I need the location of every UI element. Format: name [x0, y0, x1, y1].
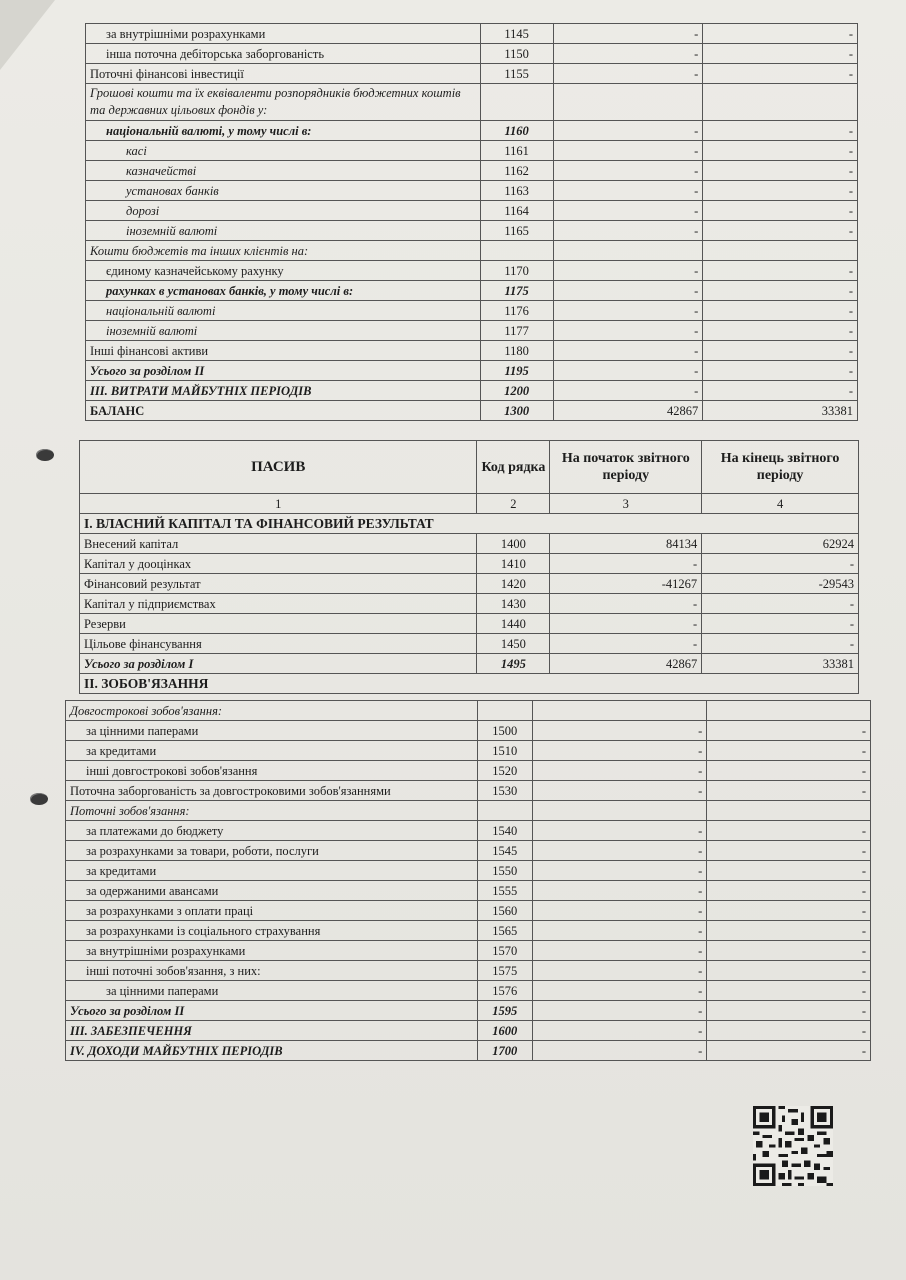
row-code: 1176	[480, 301, 553, 321]
row-code: 1165	[480, 221, 553, 241]
row-end-value: -	[702, 614, 859, 634]
table-row	[86, 301, 858, 321]
row-code: 1700	[477, 1041, 532, 1061]
column-number: 1	[80, 494, 477, 514]
row-code: 1500	[477, 721, 532, 741]
table-row	[86, 44, 858, 64]
row-end-value: -	[703, 281, 858, 301]
assets-table-body	[86, 24, 858, 421]
row-start-value: -	[553, 201, 703, 221]
section1-body	[80, 534, 859, 674]
table-row	[86, 84, 858, 121]
table-row	[80, 534, 859, 554]
row-label: установах банків	[86, 181, 481, 201]
row-label: III. ЗАБЕЗПЕЧЕННЯ	[66, 1021, 478, 1041]
row-start-value: -	[553, 361, 703, 381]
row-code: 1495	[477, 654, 550, 674]
row-end-value: -	[707, 1021, 871, 1041]
row-code: 1530	[477, 781, 532, 801]
row-label: іноземній валюті	[86, 321, 481, 341]
table-row	[86, 241, 858, 261]
row-label: Резерви	[80, 614, 477, 634]
row-end-value: -	[707, 721, 871, 741]
row-code: 1450	[477, 634, 550, 654]
row-end-value: -	[707, 881, 871, 901]
row-start-value: -	[553, 301, 703, 321]
passive-table	[79, 440, 859, 694]
row-end-value: -	[703, 321, 858, 341]
row-label: за розрахунками з оплати праці	[66, 901, 478, 921]
table-row	[86, 281, 858, 301]
header-end: На кінець звітного періоду	[702, 441, 859, 494]
table-row	[66, 761, 871, 781]
table-row	[86, 121, 858, 141]
row-start-value	[553, 84, 703, 121]
row-label: III. ВИТРАТИ МАЙБУТНІХ ПЕРІОДІВ	[86, 381, 481, 401]
row-label: за цінними паперами	[66, 981, 478, 1001]
row-label: єдиному казначейському рахунку	[86, 261, 481, 281]
row-start-value: -	[553, 121, 703, 141]
row-start-value: -	[532, 1001, 707, 1021]
row-label: касі	[86, 141, 481, 161]
row-label: казначействі	[86, 161, 481, 181]
header-start: На початок звітного періоду	[550, 441, 702, 494]
row-start-value: -41267	[550, 574, 702, 594]
row-start-value	[532, 801, 707, 821]
row-start-value: -	[553, 141, 703, 161]
table-row	[86, 141, 858, 161]
row-label: рахунках в установах банків, у тому числі в:	[86, 281, 481, 301]
table-row	[66, 821, 871, 841]
row-end-value: -	[707, 901, 871, 921]
column-number: 4	[702, 494, 859, 514]
table-row	[86, 361, 858, 381]
table-row	[80, 634, 859, 654]
row-start-value: -	[550, 634, 702, 654]
row-label: національній валюті, у тому числі в:	[86, 121, 481, 141]
table-row	[66, 1001, 871, 1021]
row-start-value: -	[532, 721, 707, 741]
table-row	[80, 614, 859, 634]
row-start-value	[553, 241, 703, 261]
row-code: 1576	[477, 981, 532, 1001]
row-end-value: -	[703, 201, 858, 221]
table-row	[66, 841, 871, 861]
row-start-value: -	[553, 221, 703, 241]
row-start-value: -	[553, 64, 703, 84]
row-start-value: -	[532, 821, 707, 841]
row-label: БАЛАНС	[86, 401, 481, 421]
row-end-value: 62924	[702, 534, 859, 554]
row-code: 1175	[480, 281, 553, 301]
punch-hole-icon	[36, 449, 54, 461]
row-code: 1180	[480, 341, 553, 361]
row-code: 1600	[477, 1021, 532, 1041]
row-start-value: -	[532, 981, 707, 1001]
row-label: дорозі	[86, 201, 481, 221]
row-code: 1200	[480, 381, 553, 401]
table-row	[66, 701, 871, 721]
row-end-value: -	[703, 141, 858, 161]
row-label: за цінними паперами	[66, 721, 478, 741]
column-number-row	[80, 494, 859, 514]
row-label: інші поточні зобов'язання, з них:	[66, 961, 478, 981]
row-code: 1430	[477, 594, 550, 614]
row-label: Цільове фінансування	[80, 634, 477, 654]
table-row	[66, 1041, 871, 1061]
table-row	[86, 401, 858, 421]
table-row	[66, 901, 871, 921]
row-code: 1161	[480, 141, 553, 161]
table-row	[86, 24, 858, 44]
row-label: Поточні фінансові інвестиції	[86, 64, 481, 84]
column-number: 3	[550, 494, 702, 514]
row-start-value: -	[550, 554, 702, 574]
row-label: IV. ДОХОДИ МАЙБУТНІХ ПЕРІОДІВ	[66, 1041, 478, 1061]
table-row	[86, 201, 858, 221]
table-row	[86, 161, 858, 181]
table-row	[86, 341, 858, 361]
table-row	[80, 554, 859, 574]
table-row	[66, 881, 871, 901]
row-start-value: -	[532, 1021, 707, 1041]
row-label: за внутрішніми розрахунками	[86, 24, 481, 44]
column-number: 2	[477, 494, 550, 514]
row-end-value	[707, 801, 871, 821]
row-end-value: -	[703, 361, 858, 381]
row-code: 1162	[480, 161, 553, 181]
row-end-value: -	[707, 781, 871, 801]
row-end-value: -	[703, 161, 858, 181]
row-code: 1565	[477, 921, 532, 941]
row-start-value: -	[553, 261, 703, 281]
row-label: за розрахунками за товари, роботи, послуги	[66, 841, 478, 861]
row-end-value	[707, 701, 871, 721]
row-label: Внесений капітал	[80, 534, 477, 554]
row-code: 1545	[477, 841, 532, 861]
table-row	[86, 261, 858, 281]
row-label: за одержаними авансами	[66, 881, 478, 901]
row-code: 1164	[480, 201, 553, 221]
row-start-value: -	[553, 181, 703, 201]
row-start-value: -	[553, 44, 703, 64]
row-start-value: -	[553, 381, 703, 401]
row-end-value: -	[702, 634, 859, 654]
table-row	[66, 861, 871, 881]
row-code: 1155	[480, 64, 553, 84]
table-row	[86, 221, 858, 241]
row-code: 1160	[480, 121, 553, 141]
row-end-value: -	[703, 301, 858, 321]
row-end-value: -	[703, 341, 858, 361]
row-end-value: -	[703, 64, 858, 84]
row-label: Інші фінансові активи	[86, 341, 481, 361]
row-end-value	[703, 84, 858, 121]
table-row	[66, 781, 871, 801]
row-label: Усього за розділом II	[86, 361, 481, 381]
row-end-value: -	[703, 221, 858, 241]
table-row	[80, 654, 859, 674]
row-start-value: -	[532, 1041, 707, 1061]
row-label: за кредитами	[66, 741, 478, 761]
row-start-value: -	[532, 761, 707, 781]
row-end-value: -	[703, 44, 858, 64]
row-code: 1510	[477, 741, 532, 761]
row-code	[477, 701, 532, 721]
header-passive: ПАСИВ	[80, 441, 477, 494]
row-start-value: -	[532, 841, 707, 861]
passive-header-row	[80, 441, 859, 494]
row-start-value: -	[532, 961, 707, 981]
header-code: Код рядка	[477, 441, 550, 494]
row-end-value: -29543	[702, 574, 859, 594]
row-label: за платежами до бюджету	[66, 821, 478, 841]
row-end-value: -	[707, 921, 871, 941]
row-code: 1540	[477, 821, 532, 841]
row-end-value: -	[702, 554, 859, 574]
row-start-value: 42867	[550, 654, 702, 674]
table-row	[86, 181, 858, 201]
row-end-value: -	[707, 841, 871, 861]
row-start-value: -	[553, 321, 703, 341]
row-code: 1575	[477, 961, 532, 981]
section2-body	[66, 701, 871, 1061]
row-label: національній валюті	[86, 301, 481, 321]
row-code: 1163	[480, 181, 553, 201]
row-label: Капітал у дооцінках	[80, 554, 477, 574]
assets-table	[85, 23, 858, 421]
row-start-value: -	[553, 341, 703, 361]
section-title-row	[80, 674, 859, 694]
row-code: 1420	[477, 574, 550, 594]
liabilities-table	[65, 700, 871, 1061]
row-end-value: -	[707, 961, 871, 981]
row-code: 1555	[477, 881, 532, 901]
qr-code-icon	[753, 1106, 833, 1186]
row-code	[480, 84, 553, 121]
row-label: Грошові кошти та їх еквіваленти розпорядників бюджетних коштів та державних цільових фондів у:	[86, 84, 481, 121]
row-start-value: -	[550, 614, 702, 634]
row-end-value: 33381	[703, 401, 858, 421]
row-end-value: -	[707, 821, 871, 841]
folded-corner	[0, 0, 55, 70]
row-code: 1400	[477, 534, 550, 554]
row-end-value: -	[707, 1001, 871, 1021]
row-start-value: 42867	[553, 401, 703, 421]
row-start-value: -	[532, 881, 707, 901]
row-label: Усього за розділом I	[80, 654, 477, 674]
row-label: за внутрішніми розрахунками	[66, 941, 478, 961]
row-start-value: -	[532, 921, 707, 941]
row-code: 1300	[480, 401, 553, 421]
row-start-value: -	[553, 281, 703, 301]
table-row	[86, 321, 858, 341]
table-row	[86, 64, 858, 84]
row-label: за розрахунками із соціального страхування	[66, 921, 478, 941]
table-row	[66, 1021, 871, 1041]
row-code: 1550	[477, 861, 532, 881]
row-end-value: -	[707, 861, 871, 881]
row-code	[480, 241, 553, 261]
row-start-value: -	[532, 781, 707, 801]
row-code: 1440	[477, 614, 550, 634]
table-row	[86, 381, 858, 401]
row-code: 1145	[480, 24, 553, 44]
row-end-value	[703, 241, 858, 261]
section-title-row	[80, 514, 859, 534]
row-start-value: -	[550, 594, 702, 614]
row-end-value: -	[707, 1041, 871, 1061]
row-end-value: -	[707, 941, 871, 961]
table-row	[66, 741, 871, 761]
row-label: Довгострокові зобов'язання:	[66, 701, 478, 721]
row-start-value: 84134	[550, 534, 702, 554]
table-row	[66, 721, 871, 741]
row-code: 1570	[477, 941, 532, 961]
row-label: Фінансовий результат	[80, 574, 477, 594]
section2-title: II. ЗОБОВ'ЯЗАННЯ	[80, 674, 859, 694]
row-code: 1170	[480, 261, 553, 281]
row-end-value: -	[703, 24, 858, 44]
row-end-value: 33381	[702, 654, 859, 674]
table-row	[66, 941, 871, 961]
row-start-value: -	[532, 901, 707, 921]
row-label: інші довгострокові зобов'язання	[66, 761, 478, 781]
row-end-value: -	[703, 261, 858, 281]
row-code: 1410	[477, 554, 550, 574]
row-end-value: -	[703, 381, 858, 401]
row-label: іноземній валюті	[86, 221, 481, 241]
row-end-value: -	[707, 741, 871, 761]
row-code: 1195	[480, 361, 553, 381]
row-label: за кредитами	[66, 861, 478, 881]
row-label: інша поточна дебіторська заборгованість	[86, 44, 481, 64]
row-start-value	[532, 701, 707, 721]
table-row	[66, 961, 871, 981]
row-label: Поточна заборгованість за довгостроковими зобов'язаннями	[66, 781, 478, 801]
table-row	[66, 921, 871, 941]
row-start-value: -	[553, 161, 703, 181]
row-end-value: -	[703, 181, 858, 201]
row-end-value: -	[702, 594, 859, 614]
row-end-value: -	[707, 761, 871, 781]
row-label: Усього за розділом II	[66, 1001, 478, 1021]
row-label: Капітал у підприємствах	[80, 594, 477, 614]
row-end-value: -	[707, 981, 871, 1001]
row-start-value: -	[532, 861, 707, 881]
punch-hole-icon	[30, 793, 48, 805]
row-label: Кошти бюджетів та інших клієнтів на:	[86, 241, 481, 261]
row-code: 1520	[477, 761, 532, 781]
row-start-value: -	[532, 941, 707, 961]
row-start-value: -	[553, 24, 703, 44]
row-end-value: -	[703, 121, 858, 141]
table-row	[66, 981, 871, 1001]
row-code: 1150	[480, 44, 553, 64]
table-row	[80, 574, 859, 594]
section1-title: I. ВЛАСНИЙ КАПІТАЛ ТА ФІНАНСОВИЙ РЕЗУЛЬТАТ	[80, 514, 859, 534]
row-code: 1560	[477, 901, 532, 921]
row-code: 1177	[480, 321, 553, 341]
row-label: Поточні зобов'язання:	[66, 801, 478, 821]
row-code	[477, 801, 532, 821]
table-row	[80, 594, 859, 614]
row-code: 1595	[477, 1001, 532, 1021]
table-row	[66, 801, 871, 821]
row-start-value: -	[532, 741, 707, 761]
